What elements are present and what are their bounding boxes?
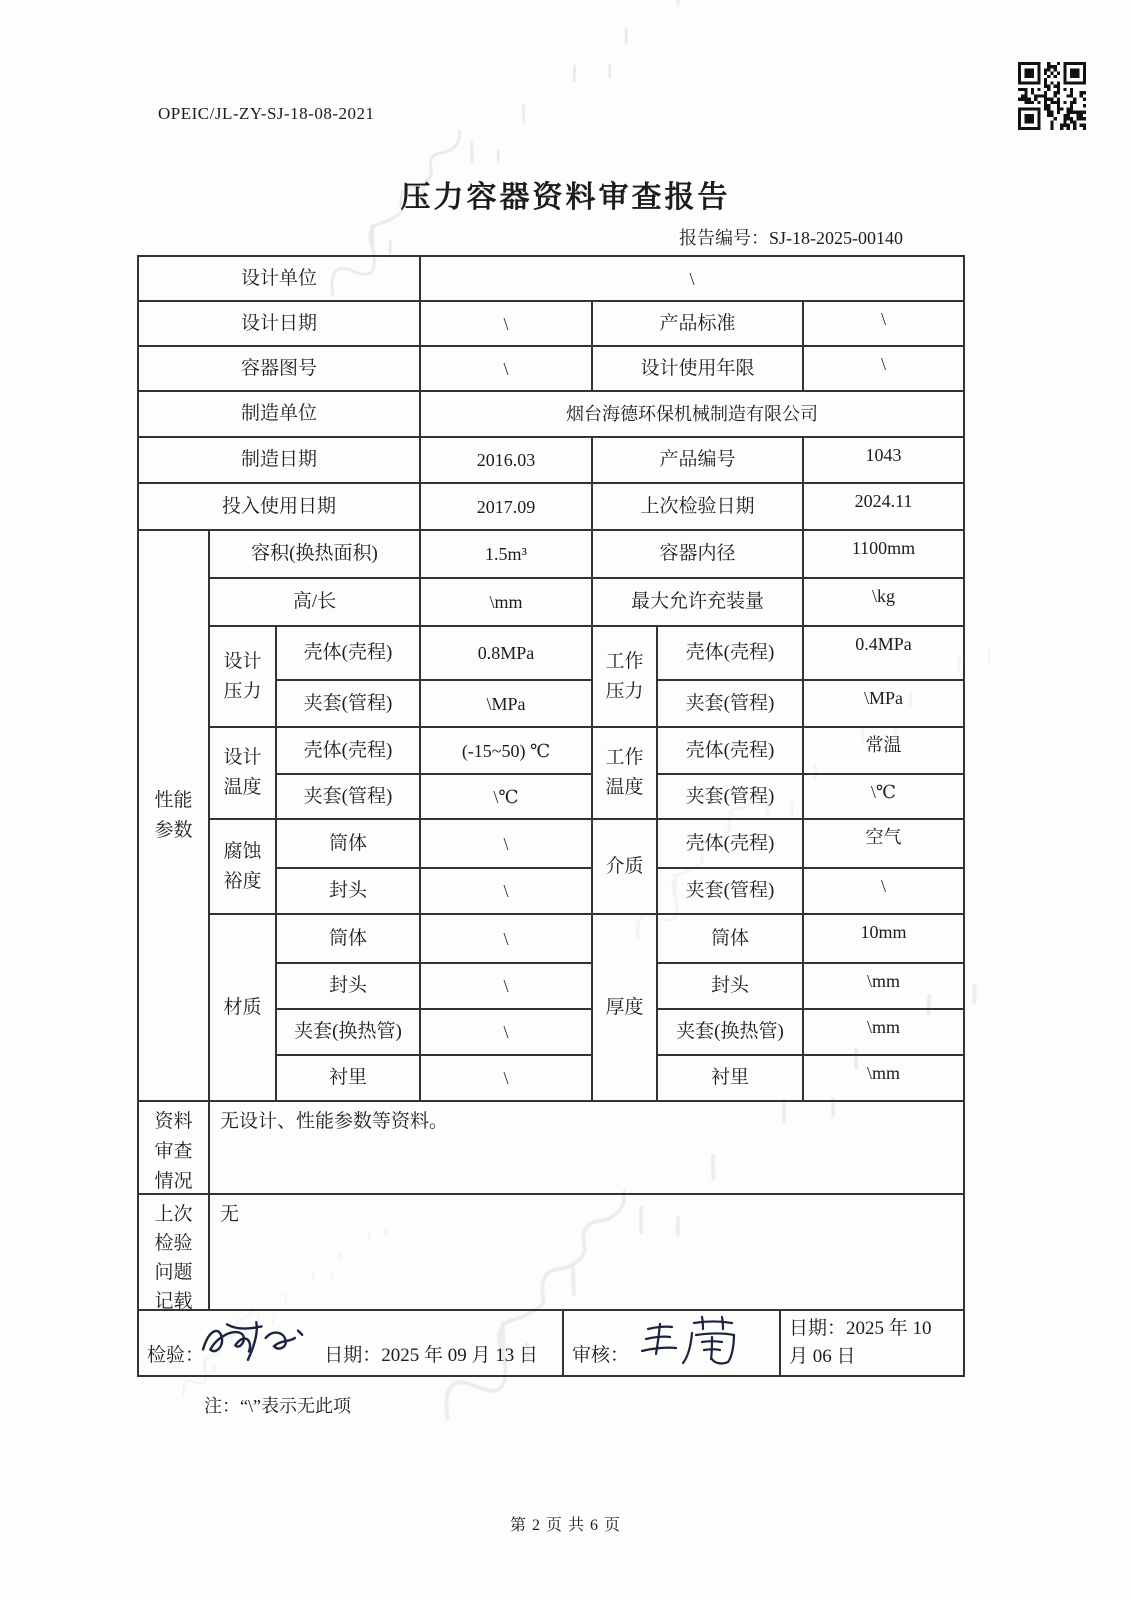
- last-inspection-date-label: 上次检验日期: [593, 484, 804, 531]
- work-temp-shell-value: 常温: [804, 728, 965, 775]
- design-pressure-shell-label: 壳体(壳程): [277, 627, 421, 681]
- manufacturer-value: 烟台海德环保机械制造有限公司: [421, 392, 965, 438]
- thickness-group-label: 厚度: [593, 915, 658, 1102]
- report-number-label: 报告编号：: [679, 228, 769, 248]
- design-service-life-label: 设计使用年限: [593, 347, 804, 392]
- vessel-drawing-no-value: \: [421, 347, 593, 392]
- material-shell-value: \: [421, 915, 593, 964]
- thickness-head-value: \mm: [804, 964, 965, 1010]
- design-temp-jacket-value: \℃: [421, 775, 593, 820]
- qr-code: [1018, 62, 1086, 130]
- page-title: 压力容器资料审查报告: [400, 181, 731, 214]
- volume-value: 1.5m³: [421, 531, 593, 579]
- work-pressure-shell-value: 0.4MPa: [804, 627, 965, 681]
- corrosion-shell-value: \: [421, 820, 593, 869]
- review-content: 无设计、性能参数等资料。: [210, 1102, 965, 1195]
- thickness-lining-value: \mm: [804, 1056, 965, 1102]
- review-date-label: 日期：: [789, 1318, 847, 1339]
- material-lining-value: \: [421, 1056, 593, 1102]
- design-temp-group-label: 设计温度: [210, 728, 277, 820]
- design-unit-label: 设计单位: [139, 257, 421, 302]
- inspector-signature: [191, 1316, 309, 1364]
- signoff-row: [137, 1309, 965, 1377]
- document-code: OPEIC/JL-ZY-SJ-18-08-2021: [158, 104, 375, 123]
- report-number-value: SJ-18-2025-00140: [769, 228, 903, 248]
- corrosion-group-label: 腐蚀裕度: [210, 820, 277, 915]
- inspector-date-value: 2025 年 09 月 13 日: [381, 1345, 538, 1366]
- corrosion-head-label: 封头: [277, 869, 421, 915]
- material-group-label: 材质: [210, 915, 277, 1102]
- previous-issues-content: 无: [210, 1195, 965, 1311]
- design-pressure-jacket-label: 夹套(管程): [277, 681, 421, 728]
- manufacture-date-value: 2016.03: [421, 438, 593, 484]
- previous-issues-label: 上次检验问题记载: [139, 1195, 210, 1311]
- report-table: [137, 255, 965, 1311]
- product-no-label: 产品编号: [593, 438, 804, 484]
- inner-diameter-label: 容器内径: [593, 531, 804, 579]
- material-head-label: 封头: [277, 964, 421, 1010]
- footnote: 注：“\”表示无此项: [204, 1396, 351, 1416]
- design-service-life-value: \: [804, 347, 965, 392]
- work-pressure-shell-label: 壳体(壳程): [658, 627, 804, 681]
- medium-shell-value: 空气: [804, 820, 965, 869]
- manufacture-date-label: 制造日期: [139, 438, 421, 484]
- inner-diameter-value: 1100mm: [804, 531, 965, 579]
- material-lining-label: 衬里: [277, 1056, 421, 1102]
- thickness-head-label: 封头: [658, 964, 804, 1010]
- manufacturer-label: 制造单位: [139, 392, 421, 438]
- design-temp-jacket-label: 夹套(管程): [277, 775, 421, 820]
- work-temp-jacket-label: 夹套(管程): [658, 775, 804, 820]
- design-date-label: 设计日期: [139, 302, 421, 347]
- review-date-cell: [781, 1309, 965, 1375]
- work-temp-group-label: 工作温度: [593, 728, 658, 820]
- reviewer-cell: [564, 1309, 781, 1375]
- medium-shell-label: 壳体(壳程): [658, 820, 804, 869]
- thickness-jacket-label: 夹套(换热管): [658, 1010, 804, 1056]
- design-pressure-group-label: 设计压力: [210, 627, 277, 728]
- design-unit-value: \: [421, 257, 965, 302]
- inspector-label: 检验：: [147, 1345, 205, 1366]
- thickness-lining-label: 衬里: [658, 1056, 804, 1102]
- work-pressure-jacket-value: \MPa: [804, 681, 965, 728]
- product-standard-value: \: [804, 302, 965, 347]
- medium-jacket-label: 夹套(管程): [658, 869, 804, 915]
- report-number: [679, 224, 903, 250]
- corrosion-head-value: \: [421, 869, 593, 915]
- design-date-value: \: [421, 302, 593, 347]
- reviewer-signature: [632, 1313, 760, 1365]
- design-temp-shell-label: 壳体(壳程): [277, 728, 421, 775]
- design-temp-shell-value: (-15~50) ℃: [421, 728, 593, 775]
- work-temp-shell-label: 壳体(壳程): [658, 728, 804, 775]
- inspector-date-label: 日期：: [324, 1345, 382, 1366]
- thickness-jacket-value: \mm: [804, 1010, 965, 1056]
- thickness-shell-label: 筒体: [658, 915, 804, 964]
- material-jacket-label: 夹套(换热管): [277, 1010, 421, 1056]
- height-length-label: 高/长: [210, 579, 421, 627]
- thickness-shell-value: 10mm: [804, 915, 965, 964]
- reviewer-label: 审核：: [572, 1345, 630, 1366]
- material-jacket-value: \: [421, 1010, 593, 1056]
- work-temp-jacket-value: \℃: [804, 775, 965, 820]
- review-section-label: 资料审查情况: [139, 1102, 210, 1195]
- corrosion-shell-label: 筒体: [277, 820, 421, 869]
- max-filling-label: 最大允许充装量: [593, 579, 804, 627]
- medium-jacket-value: \: [804, 869, 965, 915]
- inspector-cell: [139, 1309, 564, 1375]
- performance-group-label: 性能参数: [139, 531, 210, 1102]
- material-head-value: \: [421, 964, 593, 1010]
- service-start-date-value: 2017.09: [421, 484, 593, 531]
- max-filling-value: \kg: [804, 579, 965, 627]
- product-standard-label: 产品标准: [593, 302, 804, 347]
- last-inspection-date-value: 2024.11: [804, 484, 965, 531]
- material-shell-label: 筒体: [277, 915, 421, 964]
- work-pressure-jacket-label: 夹套(管程): [658, 681, 804, 728]
- vessel-drawing-no-label: 容器图号: [139, 347, 421, 392]
- medium-group-label: 介质: [593, 820, 658, 915]
- design-pressure-shell-value: 0.8MPa: [421, 627, 593, 681]
- volume-label: 容积(换热面积): [210, 531, 421, 579]
- product-no-value: 1043: [804, 438, 965, 484]
- service-start-date-label: 投入使用日期: [139, 484, 421, 531]
- height-length-value: \mm: [421, 579, 593, 627]
- page-indicator: 第 2 页 共 6 页: [509, 1517, 621, 1534]
- design-pressure-jacket-value: \MPa: [421, 681, 593, 728]
- review-date-value: 2025 年 10 月 06 日: [789, 1318, 932, 1367]
- work-pressure-group-label: 工作压力: [593, 627, 658, 728]
